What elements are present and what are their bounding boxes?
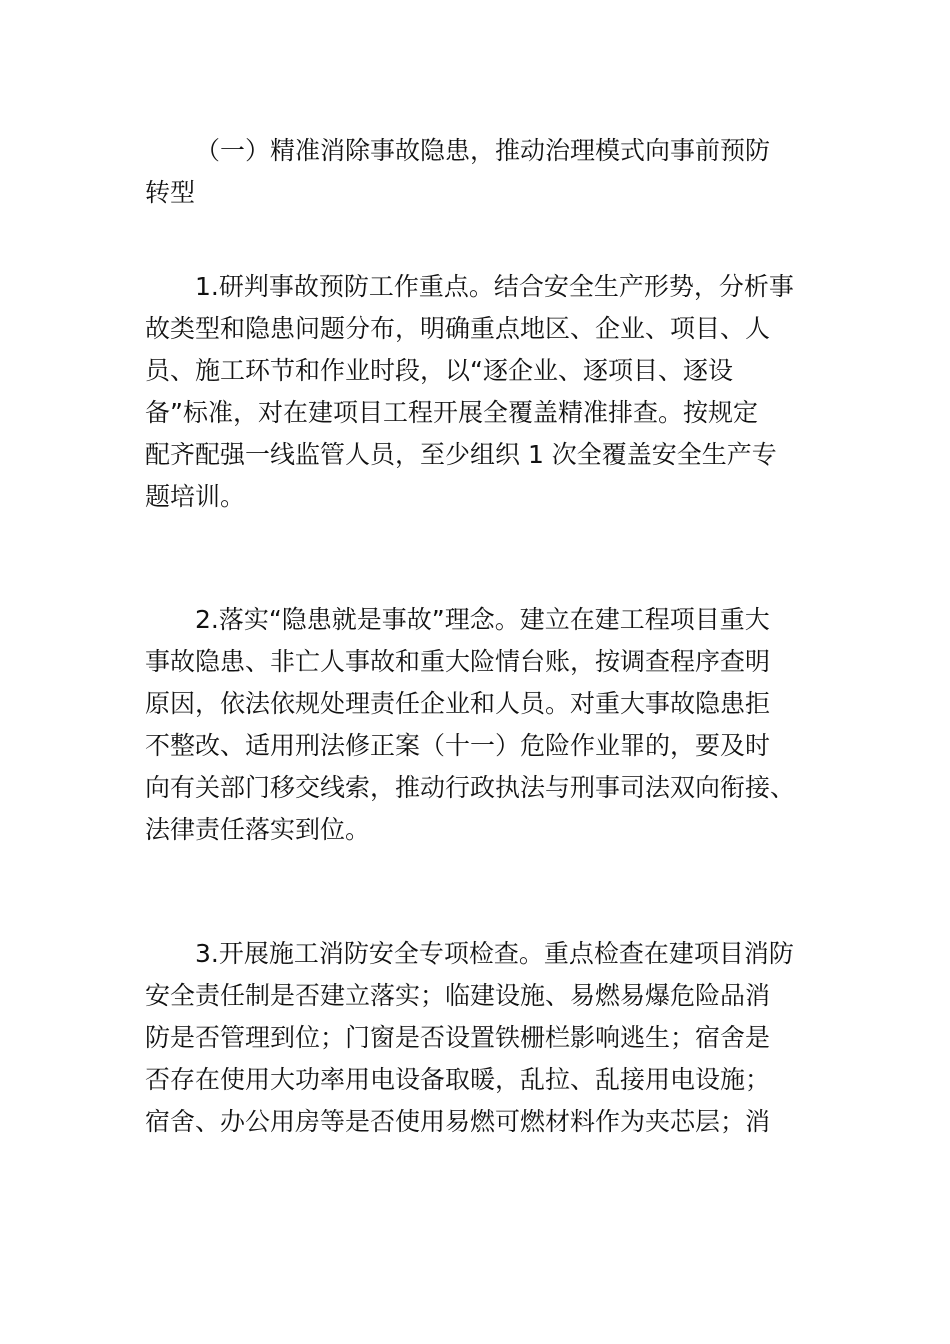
paragraph-line: 2.落实“隐患就是事故”理念。建立在建工程项目重大 — [195, 605, 770, 634]
paragraph-line: 备”标准，对在建项目工程开展全覆盖精准排查。按规定 — [145, 398, 758, 427]
paragraph-line: 否存在使用大功率用电设备取暖，乱拉、乱接用电设施； — [145, 1065, 771, 1094]
paragraph-line: 宿舍、办公用房等是否使用易燃可燃材料作为夹芯层；消 — [145, 1107, 771, 1136]
section-heading — [145, 130, 810, 214]
heading-line: （一）精准消除事故隐患，推动治理模式向事前预防 — [195, 136, 771, 165]
paragraph-line: 事故隐患、非亡人事故和重大险情台账，按调查程序查明 — [145, 647, 771, 676]
paragraph-line: 题培训。 — [145, 482, 246, 511]
paragraph-1 — [145, 266, 810, 518]
paragraph-line: 配齐配强一线监管人员，至少组织 1 次全覆盖安全生产专 — [145, 440, 777, 469]
paragraph-line: 向有关部门移交线索，推动行政执法与刑事司法双向衔接、 — [145, 773, 796, 802]
paragraph-3 — [145, 933, 810, 1143]
paragraph-line: 员、施工环节和作业时段，以“逐企业、逐项目、逐设 — [145, 356, 733, 385]
paragraph-line: 防是否管理到位；门窗是否设置铁栅栏影响逃生；宿舍是 — [145, 1023, 771, 1052]
paragraph-2 — [145, 599, 810, 851]
paragraph-line: 1.研判事故预防工作重点。结合安全生产形势，分析事 — [195, 272, 794, 301]
paragraph-line: 法律责任落实到位。 — [145, 815, 371, 844]
heading-line: 转型 — [145, 178, 196, 207]
paragraph-line: 安全责任制是否建立落实；临建设施、易燃易爆危险品消 — [145, 981, 771, 1010]
paragraph-line: 故类型和隐患问题分布，明确重点地区、企业、项目、人 — [145, 314, 771, 343]
paragraph-line: 3.开展施工消防安全专项检查。重点检查在建项目消防 — [195, 939, 794, 968]
paragraph-line: 不整改、适用刑法修正案（十一）危险作业罪的，要及时 — [145, 731, 771, 760]
paragraph-line: 原因，依法依规处理责任企业和人员。对重大事故隐患拒 — [145, 689, 771, 718]
